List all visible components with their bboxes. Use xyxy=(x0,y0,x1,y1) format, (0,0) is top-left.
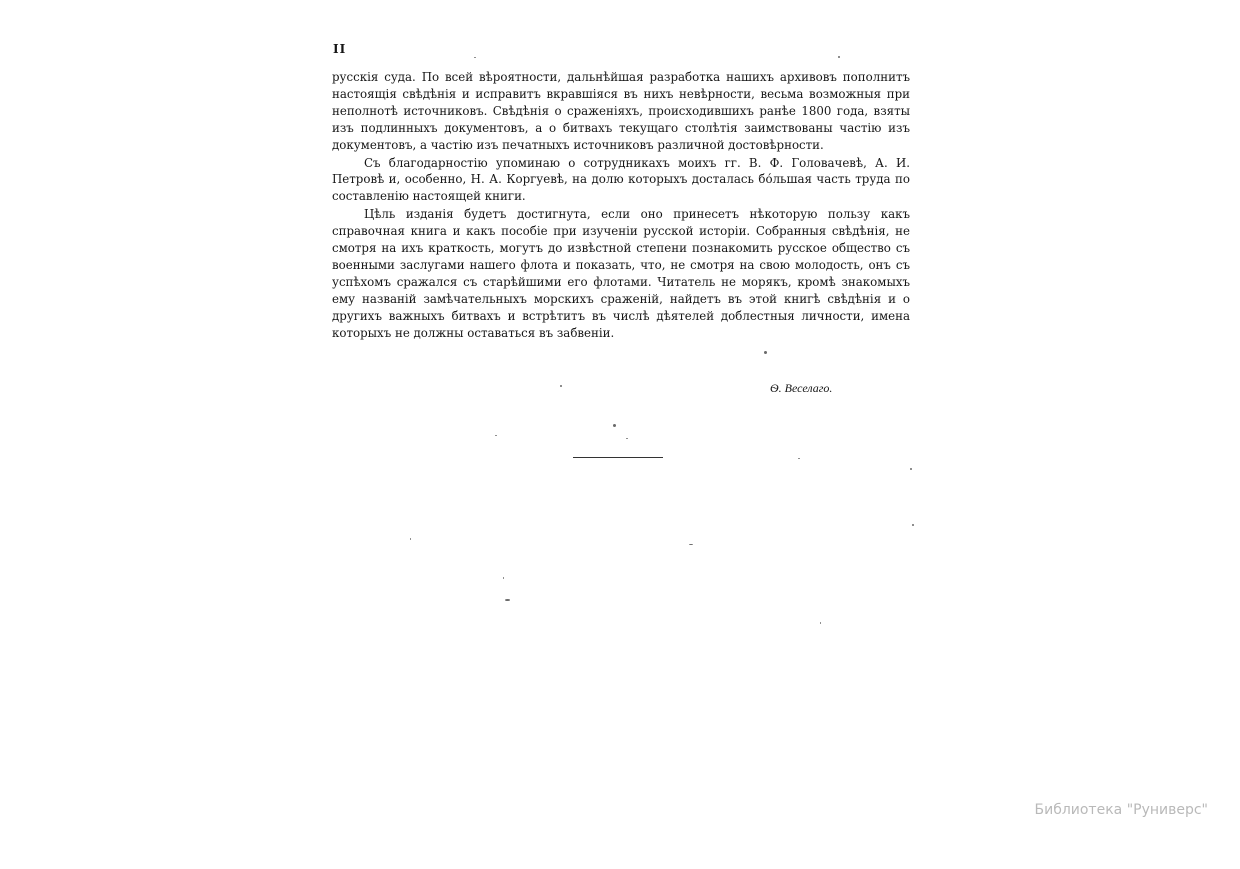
author-signature: Ѳ. Веселаго. xyxy=(770,381,833,395)
library-watermark: Библиотека "Руниверс" xyxy=(1034,802,1208,818)
scan-speck xyxy=(820,622,821,624)
scan-speck xyxy=(474,57,476,58)
scan-speck xyxy=(764,351,767,354)
paragraph-acknowledgements: Съ благодарностію упоминаю о сотрудникахъ моихъ гг. В. Ф. Головачевѣ, А. И. Петровѣ и, особенно, Н. А. Коргуевѣ, на долю которыхъ досталась бо́льшая часть труда по составленію настоящей книги. xyxy=(332,155,910,204)
scan-speck xyxy=(495,435,497,436)
section-divider xyxy=(573,457,663,458)
scan-speck xyxy=(626,438,628,439)
paragraph-sources: русскія суда. По всей вѣроятности, дальнѣйшая разработка нашихъ архивовъ пополнитъ настоящія свѣдѣнія и исправитъ вкравшіяся въ нихъ невѣрности, весьма возможныя при неполнотѣ источниковъ. Свѣдѣнія о сраженіяхъ, происходившихъ ранѣе 1800 года, взяты изъ подлинныхъ документовъ, а о битвахъ текущаго столѣтія заимствованы частію изъ документовъ, а частію изъ печатныхъ источниковъ различной достовѣрности. xyxy=(332,70,910,152)
scan-speck xyxy=(613,424,616,427)
scan-speck xyxy=(689,544,693,545)
scan-speck xyxy=(560,385,562,387)
page-number: II xyxy=(333,42,347,56)
scan-speck xyxy=(410,538,411,540)
scan-speck xyxy=(838,56,840,58)
scan-speck xyxy=(505,599,510,601)
paragraph-purpose: Цѣль изданія будетъ достигнута, если оно принесетъ нѣкоторую пользу какъ справочная книга и какъ пособіе при изученіи русской исторіи. Собранныя свѣдѣнія, не смотря на ихъ краткость, могутъ до извѣстной степени познакомить русское общество съ военными заслугами нашего флота и показать, что, не смотря на свою молодость, онъ съ успѣхомъ сражался съ старѣйшими его флотами. Читатель не морякъ, кромѣ знакомыхъ ему названій замѣчательныхъ морскихъ сраженій, найдетъ въ этой книгѣ свѣдѣнія и о другихъ важныхъ битвахъ и встрѣтитъ въ числѣ дѣятелей доблестныя личности, имена которыхъ не должны оставаться въ забвеніи. xyxy=(332,207,910,340)
scan-speck xyxy=(912,524,914,526)
scan-speck xyxy=(910,468,912,470)
scan-speck xyxy=(798,458,800,459)
scan-speck xyxy=(503,577,504,579)
preface-text xyxy=(332,69,910,343)
